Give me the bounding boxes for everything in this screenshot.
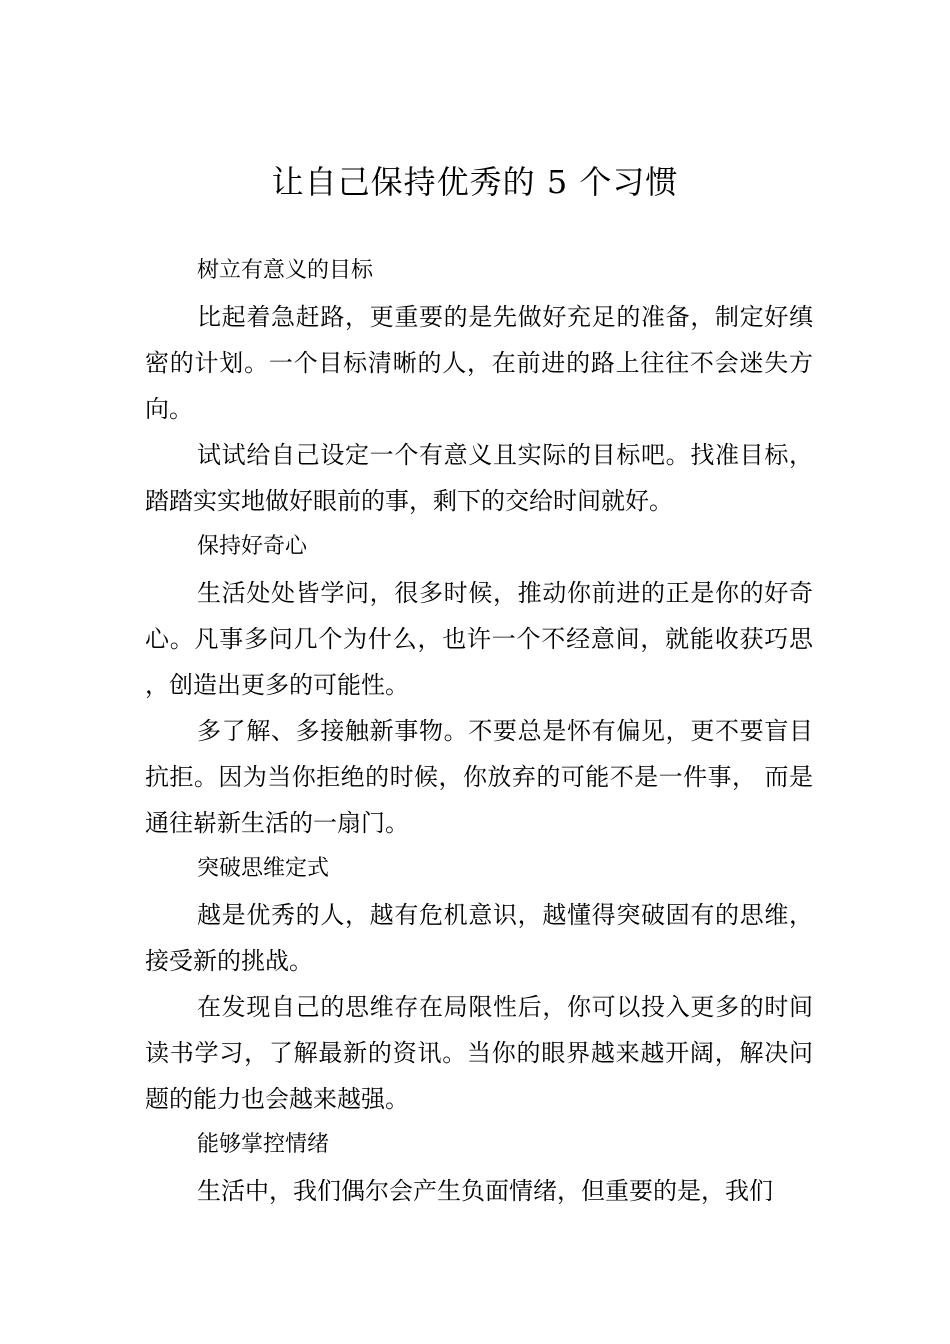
paragraph: 在发现自己的思维存在局限性后，你可以投入更多的时间读书学习，了解最新的资讯。当你的眼界越来越开阔，解决问题的能力也会越来越强。 <box>145 993 813 1113</box>
section-control-emotions <box>145 1122 813 1214</box>
section-curiosity <box>145 524 813 846</box>
document-title: 让自己保持优秀的 5 个习惯 <box>271 163 679 201</box>
paragraph: 生活处处皆学问，很多时候，推动你前进的正是你的好奇心。凡事多问几个为什么，也许一个不经意间，就能收获巧思，创造出更多的可能性。 <box>145 579 813 699</box>
paragraph: 试试给自己设定一个有意义且实际的目标吧。找准目标，踏踏实实地做好眼前的事，剩下的交给时间就好。 <box>145 441 813 515</box>
document-body <box>145 248 813 1214</box>
paragraph: 多了解、多接触新事物。不要总是怀有偏见，更不要盲目抗拒。因为当你拒绝的时候，你放弃的可能不是一件事， 而是通往崭新生活的一扇门。 <box>145 717 813 837</box>
section-heading: 突破思维定式 <box>197 856 330 881</box>
section-heading: 保持好奇心 <box>197 534 308 559</box>
section-heading: 能够掌控情绪 <box>197 1132 330 1157</box>
section-heading: 树立有意义的目标 <box>197 258 374 283</box>
paragraph: 比起着急赶路，更重要的是先做好充足的准备，制定好缜密的计划。一个目标清晰的人，在前进的路上往往不会迷失方向。 <box>145 303 813 423</box>
paragraph: 越是优秀的人，越有危机意识，越懂得突破固有的思维，接受新的挑战。 <box>145 901 813 975</box>
section-meaningful-goals <box>145 248 813 524</box>
section-break-thinking-patterns <box>145 846 813 1122</box>
paragraph: 生活中，我们偶尔会产生负面情绪，但重要的是，我们 <box>197 1177 773 1205</box>
